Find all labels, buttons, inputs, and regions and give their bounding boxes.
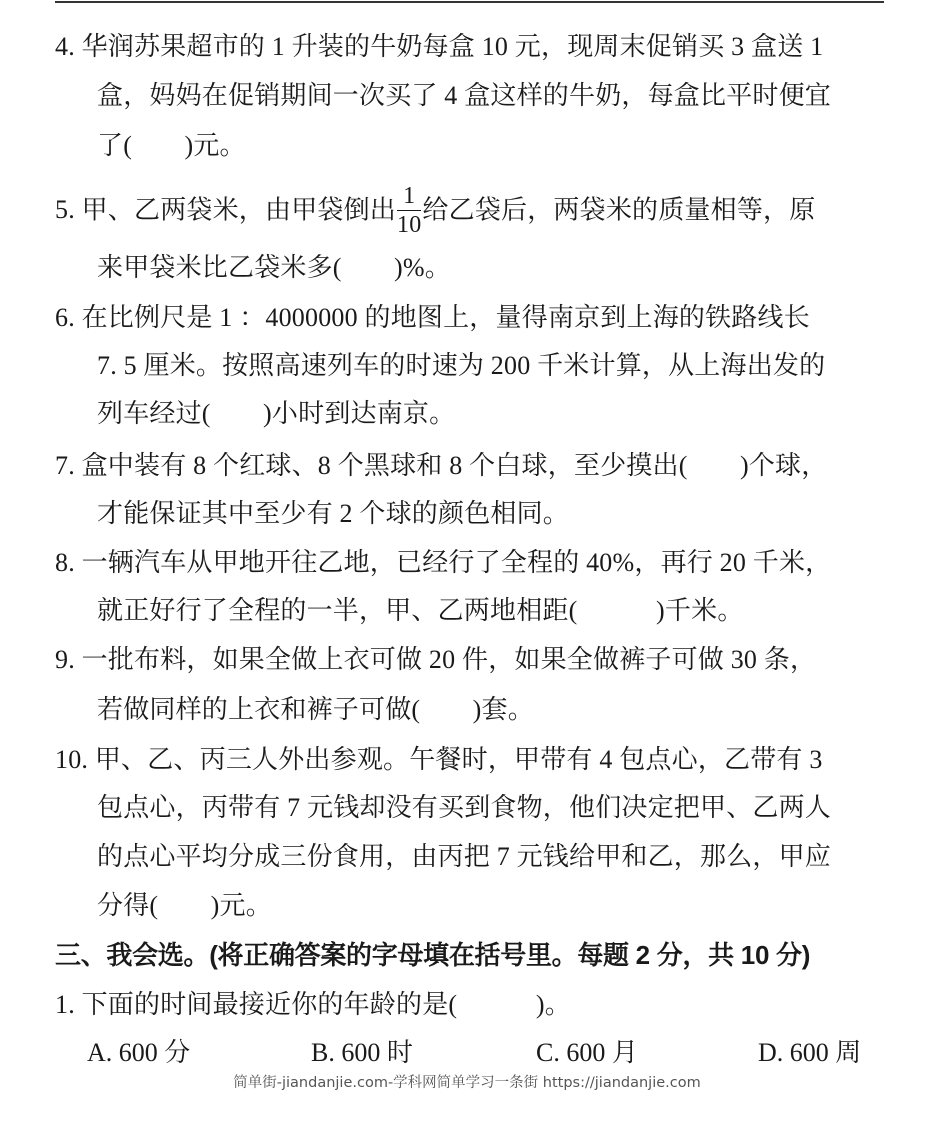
section-heading: 三、我会选。(将正确答案的字母填在括号里。每题 2 分，共 10 分) <box>55 940 811 970</box>
question-text-line: 列车经过( )小时到达南京。 <box>97 399 456 428</box>
question-text-line: 来甲袋米比乙袋米多( )%。 <box>97 253 451 282</box>
fraction-denominator: 10 <box>397 212 422 238</box>
question-text-line: 在比例尺是 1 ：4000000 的地图上，量得南京到上海的铁路线长 <box>81 303 810 332</box>
question-number: 1. <box>55 990 75 1019</box>
question-text-line: 下面的时间最接近你的年龄的是( )。 <box>81 990 571 1019</box>
question-text-line: 甲、乙、丙三人外出参观。午餐时，甲带有 4 包点心，乙带有 3 <box>94 745 823 774</box>
question-number: 8. <box>55 548 75 577</box>
question-text-line: 了( )元。 <box>97 131 246 160</box>
question-number: 7. <box>55 451 75 480</box>
question-text-line: 一辆汽车从甲地开往乙地，已经行了全程的 40%，再行 20 千米， <box>81 548 832 577</box>
question-text-line: 盒中装有 8 个红球、8 个黑球和 8 个白球，至少摸出( )个球， <box>81 451 828 480</box>
question-text-line: 才能保证其中至少有 2 个球的颜色相同。 <box>97 499 570 528</box>
question-text-segment: 给乙袋后，两袋米的质量相等，原 <box>422 195 816 225</box>
option-c: C. 600 月 <box>536 1038 638 1067</box>
question-text-line: 的点心平均分成三份食用，由丙把 7 元钱给甲和乙，那么，甲应 <box>97 842 832 871</box>
fraction <box>397 184 421 237</box>
question-text-line: 包点心，丙带有 7 元钱却没有买到食物，他们决定把甲、乙两人 <box>97 793 832 822</box>
fraction-numerator: 1 <box>397 184 421 211</box>
question-number: 10. <box>55 745 89 774</box>
question-number: 5. <box>55 195 75 225</box>
question-text-line: 就正好行了全程的一半，甲、乙两地相距( )千米。 <box>97 596 744 625</box>
question-text-line: 7. 5 厘米。按照高速列车的时速为 200 千米计算，从上海出发的 <box>97 351 826 380</box>
watermark-footer: 简单街-jiandanjie.com-学科网简单学习一条街 https://jiandanjie.com <box>233 1075 701 1091</box>
top-divider <box>55 1 884 3</box>
option-d: D. 600 周 <box>758 1038 862 1067</box>
option-a: A. 600 分 <box>87 1038 191 1067</box>
question-text-line: 华润苏果超市的 1 升装的牛奶每盒 10 元，现周末促销买 3 盒送 1 <box>81 32 824 61</box>
question-text-line: 一批布料，如果全做上衣可做 20 件，如果全做裤子可做 30 条， <box>81 645 817 674</box>
question-number: 4. <box>55 32 75 61</box>
question-number: 9. <box>55 645 75 674</box>
question-text-segment: 甲、乙两袋米，由甲袋倒出 <box>81 195 397 225</box>
question-text-line: 若做同样的上衣和裤子可做( )套。 <box>97 695 534 724</box>
question-text-line: 盒，妈妈在促销期间一次买了 4 盒这样的牛奶，每盒比平时便宜 <box>97 81 832 110</box>
question-number: 6. <box>55 303 75 332</box>
question-text-line: 分得( )元。 <box>97 891 272 920</box>
option-b: B. 600 时 <box>311 1038 413 1067</box>
